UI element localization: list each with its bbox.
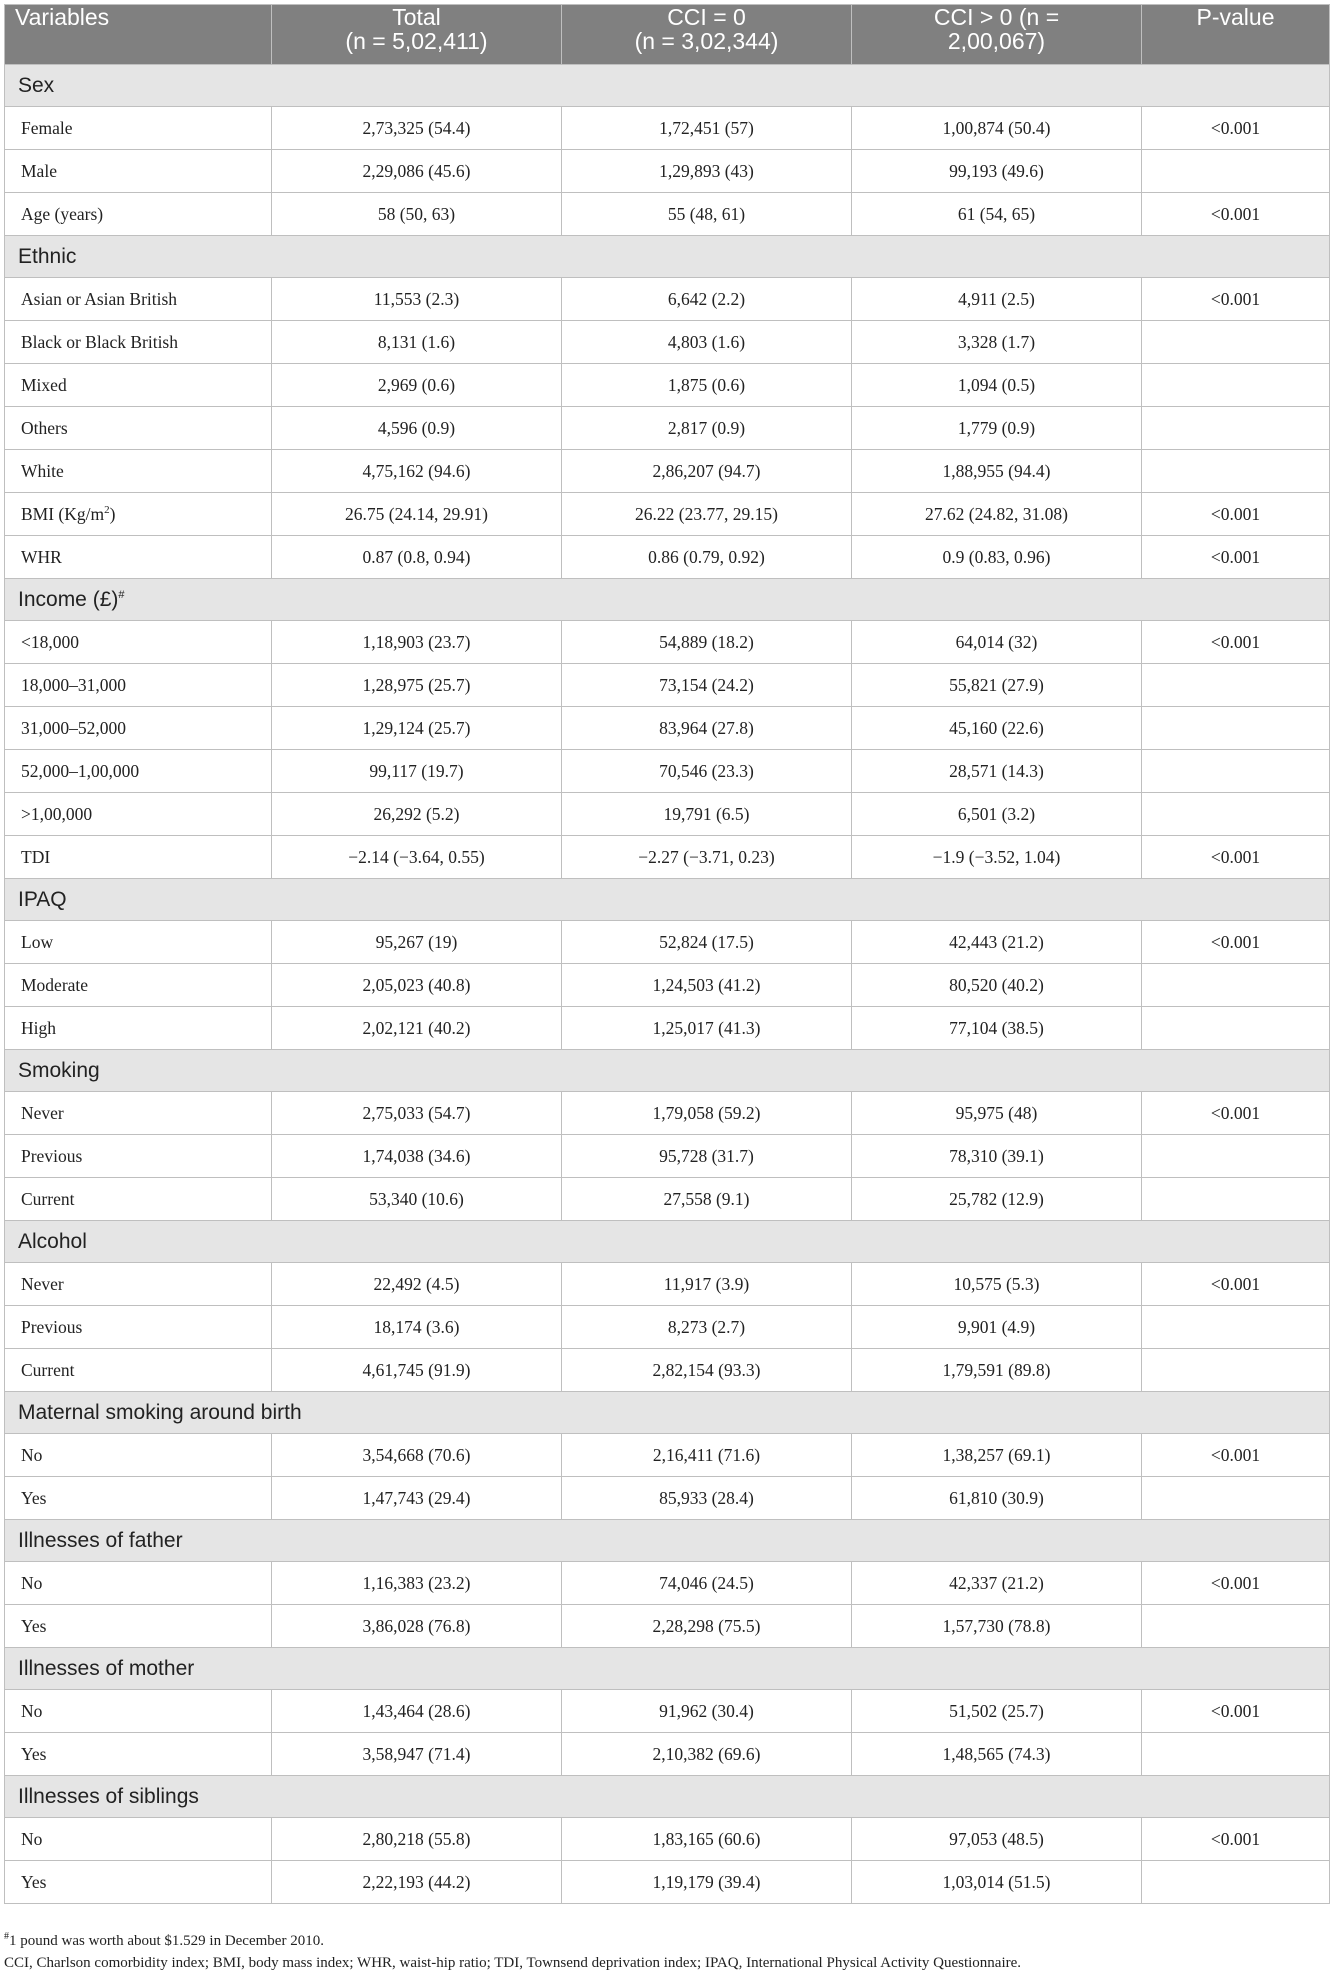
cell-p-value [1142, 1135, 1330, 1178]
row-label-text: BMI (Kg/m [21, 503, 105, 524]
cell-p-value: <0.001 [1142, 493, 1330, 536]
row-label-text: Previous [21, 1145, 83, 1166]
row-label-text: Female [21, 117, 73, 138]
table-row [5, 921, 1330, 964]
cell-cci-positive: 1,779 (0.9) [852, 407, 1142, 450]
cell-p-value [1142, 964, 1330, 1007]
row-label [5, 1306, 272, 1349]
row-label-suffix: ) [109, 503, 116, 524]
cell-total: 2,02,121 (40.2) [272, 1007, 562, 1050]
row-label-text: Yes [21, 1615, 47, 1636]
row-label [5, 321, 272, 364]
row-label [5, 1434, 272, 1477]
row-label-text: 31,000–52,000 [21, 717, 126, 738]
table-row [5, 1135, 1330, 1178]
cell-p-value: <0.001 [1142, 1562, 1330, 1605]
row-label-text: WHR [21, 546, 62, 567]
section-label-text: Ethnic [18, 244, 77, 268]
section-label [5, 1050, 1330, 1092]
table-row [5, 150, 1330, 193]
cell-cci-zero: 52,824 (17.5) [562, 921, 852, 964]
section-label [5, 1776, 1330, 1818]
row-label-text: Previous [21, 1316, 83, 1337]
row-label-text: No [21, 1572, 43, 1593]
table-row [5, 1349, 1330, 1392]
table-row [5, 1818, 1330, 1861]
row-label-text: 18,000–31,000 [21, 674, 126, 695]
section-label-text: Illnesses of father [18, 1528, 183, 1552]
row-label [5, 1690, 272, 1733]
cell-cci-positive: 80,520 (40.2) [852, 964, 1142, 1007]
cell-total: 2,05,023 (40.8) [272, 964, 562, 1007]
row-label-text: Age (years) [21, 203, 104, 224]
cell-cci-positive: 28,571 (14.3) [852, 750, 1142, 793]
row-label-superscript: 2 [104, 503, 110, 516]
row-label-text: Moderate [21, 974, 89, 995]
row-label-text: Asian or Asian British [21, 288, 178, 309]
header-cci-zero [562, 5, 852, 65]
cell-p-value [1142, 450, 1330, 493]
cell-cci-positive: 61,810 (30.9) [852, 1477, 1142, 1520]
cell-cci-zero: 74,046 (24.5) [562, 1562, 852, 1605]
row-label-text: 52,000–1,00,000 [21, 760, 140, 781]
cell-cci-positive: 95,975 (48) [852, 1092, 1142, 1135]
row-label [5, 1733, 272, 1776]
section-label-text: Maternal smoking around birth [18, 1400, 302, 1424]
row-label-text: No [21, 1444, 43, 1465]
cell-total: 26,292 (5.2) [272, 793, 562, 836]
cell-p-value [1142, 1306, 1330, 1349]
table-row [5, 793, 1330, 836]
table-row [5, 536, 1330, 579]
section-label [5, 65, 1330, 107]
cell-cci-zero: 8,273 (2.7) [562, 1306, 852, 1349]
table-body [5, 65, 1330, 1904]
footnote-abbreviations: CCI, Charlson comorbidity index; BMI, body mass index; WHR, waist-hip ratio; TDI, Townsend deprivation index; IPAQ, International Physical Activity Questionnaire. [4, 1955, 1022, 1971]
footnote-currency [4, 1930, 1329, 1952]
cell-cci-positive: 1,79,591 (89.8) [852, 1349, 1142, 1392]
row-label-text: TDI [21, 846, 51, 867]
cell-cci-zero: 2,86,207 (94.7) [562, 450, 852, 493]
cell-p-value: <0.001 [1142, 1690, 1330, 1733]
cell-total: 0.87 (0.8, 0.94) [272, 536, 562, 579]
row-label [5, 964, 272, 1007]
cell-cci-zero: 11,917 (3.9) [562, 1263, 852, 1306]
section-label-text: Smoking [18, 1058, 100, 1082]
cell-cci-positive: 78,310 (39.1) [852, 1135, 1142, 1178]
cell-p-value: <0.001 [1142, 1818, 1330, 1861]
cell-cci-positive: 77,104 (38.5) [852, 1007, 1142, 1050]
cell-cci-zero: 1,83,165 (60.6) [562, 1818, 852, 1861]
cell-cci-positive: 10,575 (5.3) [852, 1263, 1142, 1306]
cell-total: 1,16,383 (23.2) [272, 1562, 562, 1605]
row-label [5, 1349, 272, 1392]
cell-total: 1,18,903 (23.7) [272, 621, 562, 664]
section-label [5, 236, 1330, 278]
cell-cci-zero: 2,10,382 (69.6) [562, 1733, 852, 1776]
table-row [5, 1605, 1330, 1648]
table-row [5, 1007, 1330, 1050]
cell-p-value: <0.001 [1142, 1092, 1330, 1135]
cell-cci-zero: 1,875 (0.6) [562, 364, 852, 407]
row-label [5, 193, 272, 236]
cell-cci-positive: 1,094 (0.5) [852, 364, 1142, 407]
cell-cci-positive: 0.9 (0.83, 0.96) [852, 536, 1142, 579]
cell-cci-zero: 2,817 (0.9) [562, 407, 852, 450]
cell-cci-zero: 91,962 (30.4) [562, 1690, 852, 1733]
row-label [5, 1092, 272, 1135]
row-label [5, 536, 272, 579]
cell-cci-positive: 1,38,257 (69.1) [852, 1434, 1142, 1477]
cell-total: 2,969 (0.6) [272, 364, 562, 407]
footnote-mark: # [4, 1931, 9, 1942]
section-row [5, 579, 1330, 621]
cell-cci-zero: 85,933 (28.4) [562, 1477, 852, 1520]
cell-p-value [1142, 1477, 1330, 1520]
table-row [5, 1306, 1330, 1349]
cell-p-value [1142, 364, 1330, 407]
row-label-text: Current [21, 1188, 75, 1209]
row-label [5, 1178, 272, 1221]
cell-cci-zero: 2,16,411 (71.6) [562, 1434, 852, 1477]
cell-cci-positive: 61 (54, 65) [852, 193, 1142, 236]
table-row [5, 1861, 1330, 1904]
cell-p-value: <0.001 [1142, 193, 1330, 236]
cell-p-value [1142, 407, 1330, 450]
cell-cci-positive: 45,160 (22.6) [852, 707, 1142, 750]
row-label-text: Black or Black British [21, 331, 178, 352]
row-label [5, 1135, 272, 1178]
row-label [5, 836, 272, 879]
cell-total: 1,47,743 (29.4) [272, 1477, 562, 1520]
cell-cci-zero: 19,791 (6.5) [562, 793, 852, 836]
row-label-text: Yes [21, 1743, 47, 1764]
section-row [5, 1221, 1330, 1263]
table-row [5, 1562, 1330, 1605]
cell-p-value [1142, 1007, 1330, 1050]
table-row [5, 1733, 1330, 1776]
cell-cci-positive: 4,911 (2.5) [852, 278, 1142, 321]
row-label-text: Never [21, 1102, 64, 1123]
cell-p-value [1142, 793, 1330, 836]
cell-cci-zero: −2.27 (−3.71, 0.23) [562, 836, 852, 879]
table-row [5, 450, 1330, 493]
cell-cci-positive: −1.9 (−3.52, 1.04) [852, 836, 1142, 879]
cell-total: 3,86,028 (76.8) [272, 1605, 562, 1648]
cell-total: 18,174 (3.6) [272, 1306, 562, 1349]
section-row [5, 879, 1330, 921]
section-label-text: Income (£) [18, 587, 119, 611]
cell-total: 3,58,947 (71.4) [272, 1733, 562, 1776]
cell-p-value [1142, 150, 1330, 193]
cell-p-value: <0.001 [1142, 278, 1330, 321]
row-label-text: Others [21, 417, 68, 438]
row-label [5, 707, 272, 750]
row-label-text: Yes [21, 1871, 47, 1892]
cell-cci-positive: 1,03,014 (51.5) [852, 1861, 1142, 1904]
cell-total: −2.14 (−3.64, 0.55) [272, 836, 562, 879]
cell-p-value: <0.001 [1142, 1434, 1330, 1477]
cell-total: 1,29,124 (25.7) [272, 707, 562, 750]
table-row [5, 664, 1330, 707]
header-cci-positive-line2: 2,00,067) [947, 28, 1046, 54]
row-label-text: Male [21, 160, 57, 181]
row-label [5, 1477, 272, 1520]
cell-cci-zero: 1,25,017 (41.3) [562, 1007, 852, 1050]
cell-cci-positive: 42,443 (21.2) [852, 921, 1142, 964]
cell-total: 53,340 (10.6) [272, 1178, 562, 1221]
table-row [5, 707, 1330, 750]
table-row [5, 621, 1330, 664]
row-label-text: Mixed [21, 374, 67, 395]
cell-p-value [1142, 1605, 1330, 1648]
cell-cci-zero: 1,29,893 (43) [562, 150, 852, 193]
section-row [5, 1050, 1330, 1092]
row-label [5, 107, 272, 150]
header-cci-zero-line1: CCI = 0 [667, 4, 746, 30]
cell-cci-zero: 70,546 (23.3) [562, 750, 852, 793]
cell-cci-positive: 1,88,955 (94.4) [852, 450, 1142, 493]
cell-cci-positive: 6,501 (3.2) [852, 793, 1142, 836]
cell-p-value [1142, 321, 1330, 364]
cell-cci-positive: 64,014 (32) [852, 621, 1142, 664]
cell-cci-zero: 1,24,503 (41.2) [562, 964, 852, 1007]
row-label [5, 150, 272, 193]
table-row [5, 1263, 1330, 1306]
cell-total: 11,553 (2.3) [272, 278, 562, 321]
row-label [5, 621, 272, 664]
row-label [5, 1263, 272, 1306]
cell-total: 2,73,325 (54.4) [272, 107, 562, 150]
cell-cci-positive: 51,502 (25.7) [852, 1690, 1142, 1733]
cell-cci-positive: 97,053 (48.5) [852, 1818, 1142, 1861]
section-label-text: IPAQ [18, 887, 67, 911]
row-label-text: High [21, 1017, 56, 1038]
table-row [5, 364, 1330, 407]
section-label-text: Alcohol [18, 1229, 87, 1253]
row-label [5, 1605, 272, 1648]
cell-cci-zero: 1,72,451 (57) [562, 107, 852, 150]
section-label-text: Illnesses of siblings [18, 1784, 199, 1808]
cell-p-value [1142, 1733, 1330, 1776]
cell-total: 4,75,162 (94.6) [272, 450, 562, 493]
cell-cci-positive: 99,193 (49.6) [852, 150, 1142, 193]
cell-total: 2,80,218 (55.8) [272, 1818, 562, 1861]
section-row [5, 1776, 1330, 1818]
cell-cci-zero: 55 (48, 61) [562, 193, 852, 236]
table-row [5, 493, 1330, 536]
table-row [5, 278, 1330, 321]
cell-p-value [1142, 664, 1330, 707]
row-label-text: No [21, 1828, 43, 1849]
section-label [5, 1221, 1330, 1263]
row-label-text: Yes [21, 1487, 47, 1508]
cell-total: 1,28,975 (25.7) [272, 664, 562, 707]
footnotes [4, 1930, 1329, 1974]
table-row [5, 964, 1330, 1007]
table-row [5, 407, 1330, 450]
cell-p-value: <0.001 [1142, 536, 1330, 579]
table-row [5, 321, 1330, 364]
cell-total: 26.75 (24.14, 29.91) [272, 493, 562, 536]
cell-cci-zero: 26.22 (23.77, 29.15) [562, 493, 852, 536]
row-label [5, 1007, 272, 1050]
table-row [5, 836, 1330, 879]
section-label [5, 1392, 1330, 1434]
table-row [5, 1434, 1330, 1477]
row-label [5, 1861, 272, 1904]
table-row [5, 193, 1330, 236]
table-row [5, 1690, 1330, 1733]
cell-total: 3,54,668 (70.6) [272, 1434, 562, 1477]
section-label [5, 879, 1330, 921]
row-label-text: Current [21, 1359, 75, 1380]
section-label-text: Sex [18, 73, 55, 97]
cell-total: 4,596 (0.9) [272, 407, 562, 450]
cell-cci-positive: 3,328 (1.7) [852, 321, 1142, 364]
table-row [5, 107, 1330, 150]
row-label [5, 450, 272, 493]
cell-p-value [1142, 1178, 1330, 1221]
cell-total: 95,267 (19) [272, 921, 562, 964]
row-label [5, 1562, 272, 1605]
header-total-line1: Total [392, 4, 441, 30]
cell-cci-zero: 27,558 (9.1) [562, 1178, 852, 1221]
row-label-text: Low [21, 931, 54, 952]
cell-cci-positive: 9,901 (4.9) [852, 1306, 1142, 1349]
cell-total: 99,117 (19.7) [272, 750, 562, 793]
table-header [5, 5, 1330, 65]
section-row [5, 236, 1330, 278]
table-row [5, 1477, 1330, 1520]
row-label-text: No [21, 1700, 43, 1721]
table-row [5, 1178, 1330, 1221]
cell-p-value: <0.001 [1142, 621, 1330, 664]
table-row [5, 750, 1330, 793]
cell-cci-zero: 0.86 (0.79, 0.92) [562, 536, 852, 579]
cell-total: 22,492 (4.5) [272, 1263, 562, 1306]
cell-total: 1,74,038 (34.6) [272, 1135, 562, 1178]
cell-p-value: <0.001 [1142, 1263, 1330, 1306]
cell-cci-positive: 25,782 (12.9) [852, 1178, 1142, 1221]
cell-total: 4,61,745 (91.9) [272, 1349, 562, 1392]
row-label-text: Never [21, 1273, 64, 1294]
cell-cci-zero: 2,82,154 (93.3) [562, 1349, 852, 1392]
cell-cci-positive: 42,337 (21.2) [852, 1562, 1142, 1605]
cell-cci-zero: 2,28,298 (75.5) [562, 1605, 852, 1648]
footnote-ref: # [118, 588, 125, 601]
cell-cci-zero: 4,803 (1.6) [562, 321, 852, 364]
row-label-text: >1,00,000 [21, 803, 93, 824]
row-label [5, 793, 272, 836]
header-cci-positive-line1: CCI > 0 (n = [933, 4, 1060, 30]
cell-cci-zero: 6,642 (2.2) [562, 278, 852, 321]
cell-cci-positive: 27.62 (24.82, 31.08) [852, 493, 1142, 536]
table-row [5, 1092, 1330, 1135]
cell-total: 8,131 (1.6) [272, 321, 562, 364]
cell-cci-zero: 73,154 (24.2) [562, 664, 852, 707]
cell-p-value: <0.001 [1142, 921, 1330, 964]
cell-p-value [1142, 750, 1330, 793]
cell-p-value [1142, 1349, 1330, 1392]
row-label-text: <18,000 [21, 631, 79, 652]
cell-p-value: <0.001 [1142, 107, 1330, 150]
section-label [5, 1648, 1330, 1690]
row-label [5, 493, 272, 536]
header-total [272, 5, 562, 65]
cell-cci-positive: 55,821 (27.9) [852, 664, 1142, 707]
row-label [5, 407, 272, 450]
header-cci-zero-line2: (n = 3,02,344) [634, 28, 779, 54]
row-label [5, 750, 272, 793]
cell-p-value [1142, 1861, 1330, 1904]
cell-cci-zero: 54,889 (18.2) [562, 621, 852, 664]
section-row [5, 65, 1330, 107]
baseline-characteristics-table [4, 4, 1330, 1904]
cell-cci-zero: 1,19,179 (39.4) [562, 1861, 852, 1904]
cell-cci-positive: 1,00,874 (50.4) [852, 107, 1142, 150]
cell-cci-zero: 95,728 (31.7) [562, 1135, 852, 1178]
cell-total: 2,22,193 (44.2) [272, 1861, 562, 1904]
cell-total: 2,29,086 (45.6) [272, 150, 562, 193]
row-label [5, 364, 272, 407]
cell-cci-positive: 1,48,565 (74.3) [852, 1733, 1142, 1776]
cell-p-value: <0.001 [1142, 836, 1330, 879]
section-label-text: Illnesses of mother [18, 1656, 195, 1680]
section-row [5, 1520, 1330, 1562]
section-label [5, 579, 1330, 621]
cell-total: 58 (50, 63) [272, 193, 562, 236]
cell-cci-zero: 83,964 (27.8) [562, 707, 852, 750]
header-cci-positive [852, 5, 1142, 65]
cell-cci-zero: 1,79,058 (59.2) [562, 1092, 852, 1135]
footnote-currency-text: 1 pound was worth about $1.529 in December 2010. [9, 1933, 324, 1949]
cell-p-value [1142, 707, 1330, 750]
header-variables: Variables [5, 5, 272, 65]
section-label [5, 1520, 1330, 1562]
row-label [5, 1818, 272, 1861]
cell-total: 1,43,464 (28.6) [272, 1690, 562, 1733]
row-label [5, 921, 272, 964]
row-label [5, 664, 272, 707]
section-row [5, 1648, 1330, 1690]
row-label-text: White [21, 460, 64, 481]
header-p-value: P-value [1142, 5, 1330, 65]
cell-cci-positive: 1,57,730 (78.8) [852, 1605, 1142, 1648]
cell-total: 2,75,033 (54.7) [272, 1092, 562, 1135]
header-total-line2: (n = 5,02,411) [345, 28, 488, 54]
row-label [5, 278, 272, 321]
section-row [5, 1392, 1330, 1434]
